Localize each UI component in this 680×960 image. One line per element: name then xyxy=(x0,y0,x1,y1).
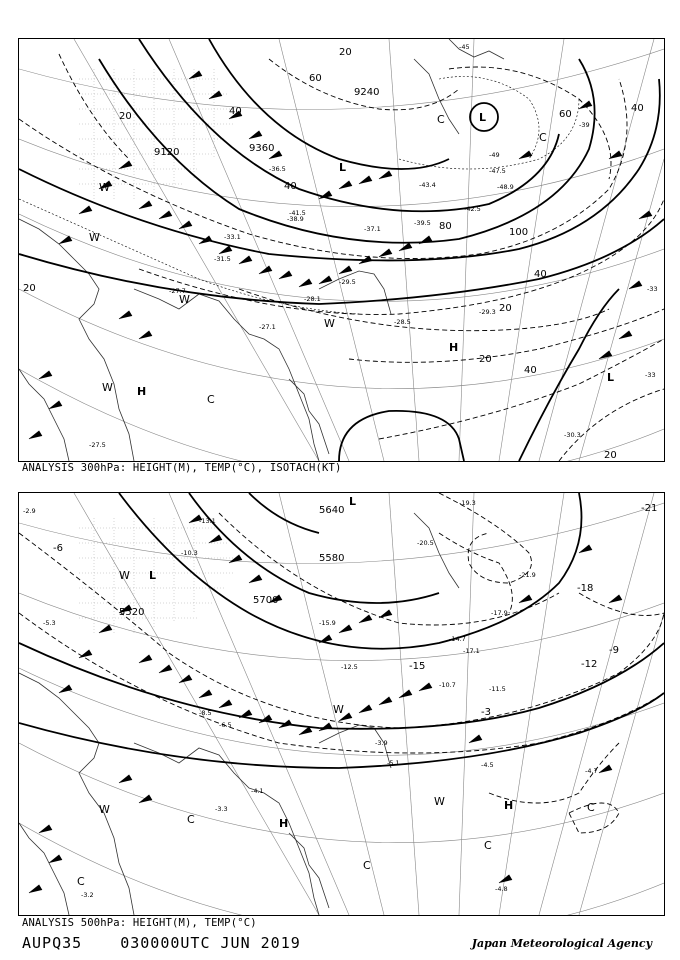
temp-label: -3.9 xyxy=(375,739,388,747)
temp-label: -49 xyxy=(489,151,500,159)
temp-label: -29.5 xyxy=(339,278,356,286)
temp-label: -19.3 xyxy=(459,499,476,507)
temp-label: -27.1 xyxy=(259,323,276,331)
temp-label: -11.5 xyxy=(489,685,506,693)
high-center: H xyxy=(279,817,289,830)
high-center: H xyxy=(504,799,514,812)
temp-label: -45 xyxy=(459,43,470,51)
cold-center: C xyxy=(539,131,547,144)
temp-label: -38.9 xyxy=(287,215,304,223)
height-label: 9240 xyxy=(354,87,380,98)
cold-center: C xyxy=(363,859,371,872)
temp-label: -27.5 xyxy=(89,441,106,449)
temp-label: -4.5 xyxy=(481,761,494,769)
cold-center: C xyxy=(587,801,595,814)
cold-center: C xyxy=(437,113,445,126)
low-center: L xyxy=(339,161,347,174)
height-label: 5700 xyxy=(253,595,279,606)
isotach-label: 40 xyxy=(229,106,242,117)
valid-time: 030000UTC JUN 2019 xyxy=(120,934,301,952)
height-label: 9120 xyxy=(154,147,180,158)
temp-label: -4.8 xyxy=(495,885,508,893)
isotherm-label: -15 xyxy=(409,661,426,672)
warm-center: W xyxy=(324,317,335,330)
temp-label: -31.5 xyxy=(214,255,231,263)
temp-label: -39 xyxy=(579,121,590,129)
isotherm-label: -21 xyxy=(641,503,658,514)
temp-label: -2.9 xyxy=(23,507,36,515)
temp-label: -27.7 xyxy=(169,287,186,295)
isotach-label: 20 xyxy=(604,450,617,461)
isotach-label: 20 xyxy=(23,283,36,294)
temp-label: -30.3 xyxy=(564,431,581,439)
temp-label: -36.5 xyxy=(269,165,286,173)
isotach-label: 40 xyxy=(284,181,297,192)
temp-label: -17.9 xyxy=(491,609,508,617)
isotach-label: 60 xyxy=(559,109,572,120)
map-500hpa xyxy=(19,493,664,915)
temp-label: -14.7 xyxy=(449,635,466,643)
agency-name: Japan Meteorological Agency xyxy=(471,937,652,950)
temp-label: -3.3 xyxy=(215,805,228,813)
chart-300hpa xyxy=(18,38,665,462)
temp-label: -20.5 xyxy=(417,539,434,547)
temp-label: -29.3 xyxy=(479,308,496,316)
chart-id: AUPQ35 xyxy=(22,934,83,952)
temp-label: -6.5 xyxy=(219,721,232,729)
caption-300hpa: ANALYSIS 300hPa: HEIGHT(M), TEMP(°C), ISOTACH(KT) xyxy=(22,462,342,474)
chart-500hpa xyxy=(18,492,665,916)
low-center: L xyxy=(607,371,615,384)
cold-center: C xyxy=(207,393,215,406)
temp-label: -5.3 xyxy=(43,619,56,627)
isotach-label: 20 xyxy=(479,354,492,365)
isotherm-label: -18 xyxy=(577,583,594,594)
map-300hpa xyxy=(19,39,664,461)
isotach-label: 80 xyxy=(439,221,452,232)
coastlines xyxy=(19,513,459,915)
warm-center: W xyxy=(333,703,344,716)
isotach-label: 20 xyxy=(119,111,132,122)
temp-label: -10.7 xyxy=(439,681,456,689)
temp-label: -3.2 xyxy=(81,891,94,899)
height-label: 9360 xyxy=(249,143,275,154)
cold-center: C xyxy=(484,839,492,852)
isotach-label: 60 xyxy=(309,73,322,84)
high-center: H xyxy=(449,341,459,354)
temp-label: -47.5 xyxy=(489,167,506,175)
temp-label: -33.1 xyxy=(224,233,241,241)
temp-label: -4.1 xyxy=(251,787,264,795)
temp-label: -43.4 xyxy=(419,181,436,189)
height-label: 5640 xyxy=(319,505,345,516)
temp-label: -48.9 xyxy=(497,183,514,191)
isotach-label: 40 xyxy=(534,269,547,280)
hatch-region xyxy=(79,518,234,633)
isotach-label: 100 xyxy=(509,227,529,238)
isotherm-label: -9 xyxy=(609,645,619,656)
temp-labels-500 xyxy=(23,499,598,899)
temp-label: -12.5 xyxy=(341,663,358,671)
temp-label: -13.1 xyxy=(199,517,216,525)
height-contours-300 xyxy=(19,39,664,461)
temp-label: -8.5 xyxy=(199,709,212,717)
high-center: H xyxy=(137,385,147,398)
warm-center: W xyxy=(119,569,130,582)
height-labels-300 xyxy=(154,87,379,158)
caption-500hpa: ANALYSIS 500hPa: HEIGHT(M), TEMP(°C) xyxy=(22,917,257,929)
temp-label: -15.9 xyxy=(319,619,336,627)
temp-label: -33 xyxy=(647,285,658,293)
isotach-label: 40 xyxy=(631,103,644,114)
isotherm-label: -12 xyxy=(581,659,598,670)
warm-center: W xyxy=(99,181,110,194)
temp-label: -28.5 xyxy=(394,318,411,326)
temp-label: -33 xyxy=(645,371,656,379)
temp-label: -21.9 xyxy=(519,571,536,579)
temp-label: -37.1 xyxy=(364,225,381,233)
isotach-label: 20 xyxy=(499,303,512,314)
temp-label: -17.1 xyxy=(463,647,480,655)
warm-center: W xyxy=(102,381,113,394)
temp-label: -39.5 xyxy=(414,219,431,227)
low-center: L xyxy=(149,569,157,582)
temp-label: -10.3 xyxy=(181,549,198,557)
low-center: L xyxy=(479,111,487,124)
isotherm-label: -6 xyxy=(53,543,63,554)
isotach-label: 40 xyxy=(524,365,537,376)
isotherm-label: -3 xyxy=(481,707,491,718)
graticule-meridians xyxy=(74,493,664,915)
temp-label: -42.5 xyxy=(464,205,481,213)
chart-footer xyxy=(22,934,329,952)
height-contours-500 xyxy=(19,493,664,768)
temp-label: -28.1 xyxy=(304,295,321,303)
temp-label: -4.7 xyxy=(585,767,598,775)
hatch-region xyxy=(79,69,234,199)
height-label: 5520 xyxy=(119,607,145,618)
cold-center: C xyxy=(77,875,85,888)
graticule-meridians xyxy=(74,39,664,461)
height-label: 5580 xyxy=(319,553,345,564)
warm-center: W xyxy=(99,803,110,816)
warm-center: W xyxy=(434,795,445,808)
warm-center: W xyxy=(179,293,190,306)
isotach-label: 20 xyxy=(339,47,352,58)
isotherms-300 xyxy=(19,77,579,315)
temp-label: -5.1 xyxy=(387,759,400,767)
warm-center: W xyxy=(89,231,100,244)
temp-label: -41.5 xyxy=(289,209,306,217)
cold-center: C xyxy=(187,813,195,826)
low-center: L xyxy=(349,495,357,508)
